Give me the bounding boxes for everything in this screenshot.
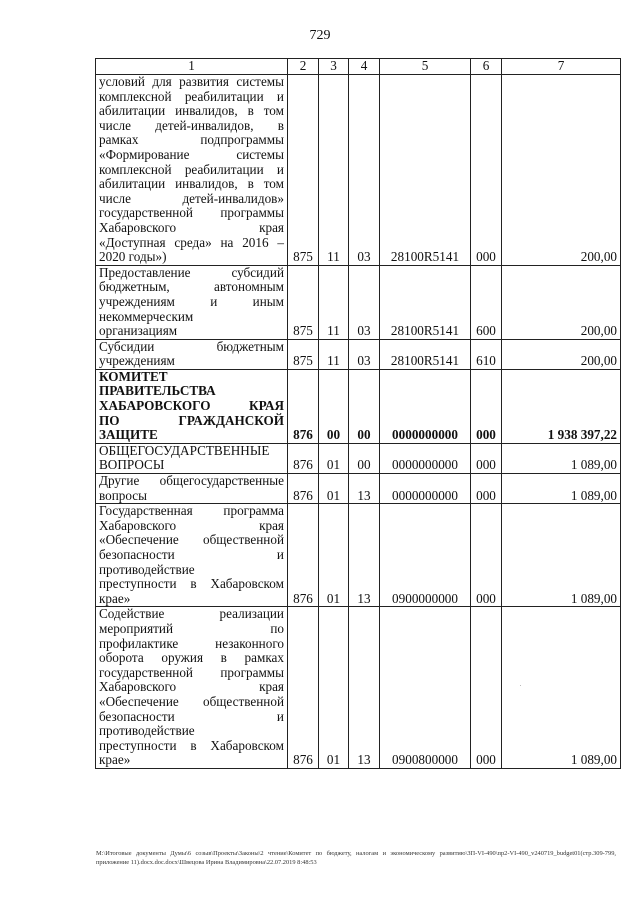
row-name-line: противодействие xyxy=(99,561,195,577)
row-name-line: числе детей-инвалидов, в xyxy=(99,117,284,133)
row-name xyxy=(96,369,288,443)
column-header-1: 1 xyxy=(96,59,288,75)
amount: 200,00 xyxy=(502,75,621,266)
row-name-line: безопасности и xyxy=(99,547,284,562)
row-name-line: оборота оружия в рамках xyxy=(99,650,284,666)
row-name-line: Хабаровского края xyxy=(99,219,284,235)
target-article-code: 28100R5141 xyxy=(380,265,471,339)
subsection-code: 13 xyxy=(349,504,380,607)
table-header-row xyxy=(96,59,621,75)
table-row xyxy=(96,443,621,473)
table-body xyxy=(96,75,621,769)
row-name-line: Предоставление субсидий xyxy=(99,264,284,280)
row-name xyxy=(96,265,288,339)
table-row xyxy=(96,474,621,504)
amount: 1 089,00 xyxy=(502,443,621,473)
subsection-code: 13 xyxy=(349,474,380,504)
section-code: 11 xyxy=(319,75,349,266)
table-row xyxy=(96,369,621,443)
amount: 1 089,00 xyxy=(502,474,621,504)
row-name xyxy=(96,339,288,369)
table-row xyxy=(96,265,621,339)
target-article-code: 28100R5141 xyxy=(380,75,471,266)
section-code: 11 xyxy=(319,339,349,369)
row-name-line: некоммерческим xyxy=(99,308,194,324)
row-name-line: ВОПРОСЫ xyxy=(99,457,165,473)
row-name-line: Другие общегосударственные xyxy=(99,473,284,489)
row-name-line: «Формирование системы xyxy=(99,146,284,162)
row-name xyxy=(96,607,288,769)
subsection-code: 03 xyxy=(349,75,380,266)
expense-type-code: 000 xyxy=(471,504,502,607)
expense-type-code: 610 xyxy=(471,339,502,369)
table-row xyxy=(96,339,621,369)
row-name xyxy=(96,474,288,504)
expense-type-code: 000 xyxy=(471,474,502,504)
row-name xyxy=(96,504,288,607)
row-name-line: бюджетным, автономным xyxy=(99,279,284,295)
target-article-code: 0900800000 xyxy=(380,607,471,769)
row-name-line: числе детей-инвалидов» xyxy=(99,190,284,206)
row-name-line: учреждениям и иным xyxy=(99,293,284,309)
row-name-line: противодействие xyxy=(99,723,195,739)
subsection-code: 03 xyxy=(349,265,380,339)
section-code: 01 xyxy=(319,607,349,769)
row-name-line: преступности в Хабаровском xyxy=(99,737,284,753)
section-code: 01 xyxy=(319,474,349,504)
budget-table xyxy=(95,58,621,769)
row-name-line: условий для развития системы xyxy=(99,74,284,89)
row-name-line: ХАБАРОВСКОГО КРАЯ xyxy=(99,398,284,414)
expense-type-code: 000 xyxy=(471,443,502,473)
amount: 1 938 397,22 xyxy=(502,369,621,443)
row-name-line: государственной программы xyxy=(99,664,284,680)
row-name-line: Хабаровского края xyxy=(99,517,284,533)
subsection-code: 03 xyxy=(349,339,380,369)
expense-type-code: 000 xyxy=(471,75,502,266)
row-name-line: Содействие реализации xyxy=(99,606,284,622)
row-name-line: мероприятий по xyxy=(99,620,284,636)
row-name-line: учреждениям xyxy=(99,353,175,369)
row-name-line: Хабаровского края xyxy=(99,679,284,695)
target-article-code: 0000000000 xyxy=(380,369,471,443)
row-name-line: Государственная программа xyxy=(99,503,284,519)
target-article-code: 28100R5141 xyxy=(380,339,471,369)
target-article-code: 0900000000 xyxy=(380,504,471,607)
row-name-line: абилитации инвалидов, в том xyxy=(99,176,284,192)
row-name-line: «Обеспечение общественной xyxy=(99,693,284,709)
column-header-4: 4 xyxy=(349,59,380,75)
target-article-code: 0000000000 xyxy=(380,474,471,504)
table-row xyxy=(96,607,621,769)
expense-type-code: 000 xyxy=(471,607,502,769)
row-name-line: 2020 годы») xyxy=(99,249,167,265)
subsection-code: 00 xyxy=(349,443,380,473)
ministry-code: 875 xyxy=(288,265,319,339)
column-header-6: 6 xyxy=(471,59,502,75)
column-header-2: 2 xyxy=(288,59,319,75)
subsection-code: 00 xyxy=(349,369,380,443)
section-code: 11 xyxy=(319,265,349,339)
expense-type-code: 000 xyxy=(471,369,502,443)
row-name xyxy=(96,443,288,473)
column-header-7: 7 xyxy=(502,59,621,75)
scan-dot xyxy=(520,685,521,686)
amount: 1 089,00 xyxy=(502,504,621,607)
ministry-code: 876 xyxy=(288,443,319,473)
row-name-line: безопасности и xyxy=(99,708,284,724)
table-row xyxy=(96,75,621,266)
column-header-3: 3 xyxy=(319,59,349,75)
ministry-code: 876 xyxy=(288,607,319,769)
row-name-line: «Обеспечение общественной xyxy=(99,532,284,548)
expense-type-code: 600 xyxy=(471,265,502,339)
row-name xyxy=(96,75,288,266)
ministry-code: 875 xyxy=(288,75,319,266)
row-name-line: ОБЩЕГОСУДАРСТВЕННЫЕ xyxy=(99,442,270,458)
row-name-line: КОМИТЕТ xyxy=(99,368,168,384)
column-header-5: 5 xyxy=(380,59,471,75)
row-name-line: преступности в Хабаровском xyxy=(99,576,284,592)
row-name-line: ПО ГРАЖДАНСКОЙ xyxy=(99,412,284,428)
ministry-code: 875 xyxy=(288,339,319,369)
section-code: 01 xyxy=(319,443,349,473)
section-code: 00 xyxy=(319,369,349,443)
row-name-line: комплексной реабилитации и xyxy=(99,161,284,177)
row-name-line: комплексной реабилитации и xyxy=(99,88,284,104)
table-row xyxy=(96,504,621,607)
ministry-code: 876 xyxy=(288,369,319,443)
amount: 200,00 xyxy=(502,339,621,369)
row-name-line: профилактике незаконного xyxy=(99,635,284,651)
row-name-line: ПРАВИТЕЛЬСТВА xyxy=(99,383,216,399)
row-name-line: абилитации инвалидов, в том xyxy=(99,103,284,119)
row-name-line: ЗАЩИТЕ xyxy=(99,427,158,443)
row-name-line: государственной программы xyxy=(99,205,284,221)
row-name-line: Субсидии бюджетным xyxy=(99,338,284,354)
subsection-code: 13 xyxy=(349,607,380,769)
row-name-line: рамках подпрограммы xyxy=(99,132,284,148)
file-path-footer: M:\Итоговые документы Думы\6 созыв\Проекты\Законы\2 чтение\Комитет по бюджету, налогам и экономическому развитию\ЗП-VI-490\пр2-VI-490_v240719_budget01(стр.309-799, приложение 11).docx.doc.docx\Швецова Ирина Владимировна\22.07.2019 8:48:53 xyxy=(96,850,616,866)
row-name-line: вопросы xyxy=(99,487,148,503)
row-name-line: организациям xyxy=(99,323,178,339)
amount: 200,00 xyxy=(502,265,621,339)
row-name-line: «Доступная среда» на 2016 – xyxy=(99,234,284,250)
page-number: 729 xyxy=(309,28,331,43)
section-code: 01 xyxy=(319,504,349,607)
amount: 1 089,00 xyxy=(502,607,621,769)
ministry-code: 876 xyxy=(288,504,319,607)
row-name-line: крае» xyxy=(99,752,131,768)
row-name-line: крае» xyxy=(99,590,131,606)
ministry-code: 876 xyxy=(288,474,319,504)
target-article-code: 0000000000 xyxy=(380,443,471,473)
